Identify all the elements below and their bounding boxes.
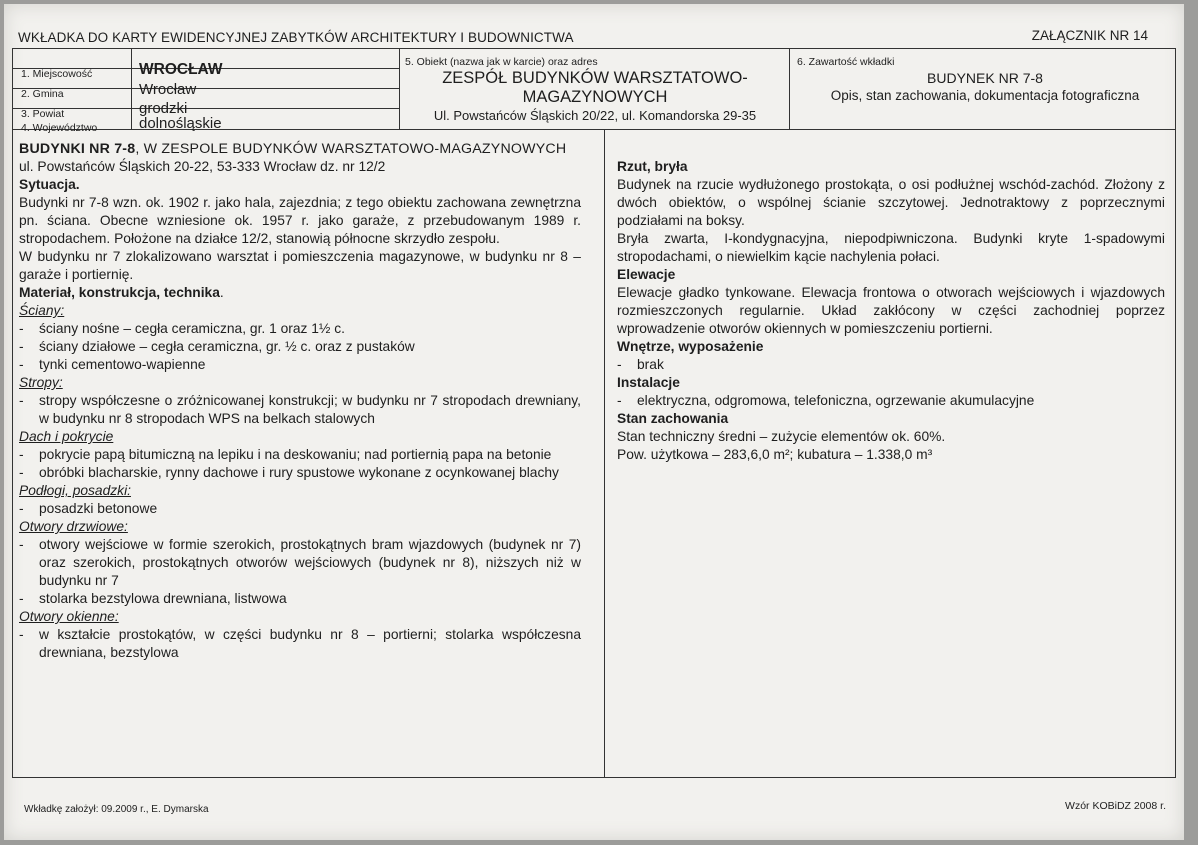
- building-title-rest: , W ZESPOLE BUDYNKÓW WARSZTATOWO-MAGAZYNOWYCH: [135, 141, 567, 157]
- building-address: ul. Powstańców Śląskich 20-22, 53-333 Wrocław dz. nr 12/2: [19, 159, 386, 174]
- floors-heading: Podłogi, posadzki:: [19, 483, 131, 498]
- object-address: Ul. Powstańców Śląskich 20/22, ul. Komandorska 29-35: [433, 108, 757, 123]
- list-item: - tynki cementowo-wapienne: [19, 356, 581, 374]
- state-paragraph-2: Pow. użytkowa – 283,6,0 m²; kubatura – 1.338,0 m³: [617, 447, 933, 462]
- walls-item-3: tynki cementowo-wapienne: [39, 357, 206, 372]
- list-item: - ściany nośne – cegła ceramiczna, gr. 1 oraz 1½ c.: [19, 320, 581, 338]
- location-row-line: [13, 88, 399, 89]
- floors-item-1: posadzki betonowe: [39, 501, 158, 516]
- left-column: [19, 140, 581, 662]
- elevations-heading: Elewacje: [617, 267, 676, 282]
- list-item: - w kształcie prostokątów, w części budynku nr 8 – portierni; stolarka współczesna drewniana, bezstylowa: [19, 627, 581, 660]
- windows-item-1: w kształcie prostokątów, w części budynku nr 8 – portierni; stolarka współczesna drewniana, bezstylowa: [39, 627, 581, 660]
- situation-paragraph-2: W budynku nr 7 zlokalizowano warsztat i pomieszczenia magazynowe, w budynku nr 8 – garaże i portiernię.: [19, 249, 581, 282]
- list-item: - ściany działowe – cegła ceramiczna, gr. ½ c. oraz z pustaków: [19, 338, 581, 356]
- location-value-county: grodzki: [139, 100, 188, 117]
- installations-item-1: elektryczna, odgromowa, telefoniczna, ogrzewanie akumulacyjne: [637, 393, 1035, 408]
- windows-heading: Otwory okienne:: [19, 609, 119, 624]
- footer-author: Wkładkę założył: 09.2009 r., E. Dymarska: [24, 804, 209, 815]
- elevations-paragraph: Elewacje gładko tynkowane. Elewacja frontowa o otworach wejściowych i wjazdowych rozmieszczonych regularnie. Układ zakłócony w części zachodniej poprzez wprowadzenie otworów okiennych w pomieszczeniu portierni.: [617, 285, 1165, 336]
- contents-title: BUDYNEK NR 7-8: [927, 70, 1043, 86]
- right-column: [617, 158, 1165, 464]
- material-heading-text: Materiał, konstrukcja, technika: [19, 285, 220, 300]
- list-item: - stropy współczesne o zróżnicowanej konstrukcji; w budynku nr 7 stropodach drewniany, w budynku nr 8 stropodach WPS na belkach stalowych: [19, 393, 581, 426]
- contents-cell: [790, 49, 1176, 129]
- roof-heading: Dach i pokrycie: [19, 429, 114, 444]
- interior-heading: Wnętrze, wyposażenie: [617, 339, 764, 354]
- doors-heading: Otwory drzwiowe:: [19, 519, 128, 534]
- column-divider: [604, 130, 605, 777]
- walls-heading: Ściany:: [19, 303, 65, 318]
- location-value-voivodeship: dolnośląskie: [139, 115, 222, 132]
- list-item: - stolarka bezstylowa drewniana, listwowa: [19, 590, 581, 608]
- material-heading: [19, 284, 581, 302]
- object-cell: [400, 49, 789, 129]
- location-value-municipality: Wrocław: [139, 81, 197, 98]
- installations-heading: Instalacje: [617, 375, 680, 390]
- location-label-town: 1. Miejscowość: [21, 68, 93, 80]
- state-heading: Stan zachowania: [617, 411, 729, 426]
- situation-paragraph-1: Budynki nr 7-8 wzn. ok. 1902 r. jako hala, zajezdnia; z tego obiektu zachowana zewnętrzna pn. ściana. Obecne wzniesione ok. 1957 r. jako garaże, z przebudowanym 1989 r. stropodachem. Położone na działce 12/2, stanowią północne skrzydło zespołu.: [19, 195, 581, 246]
- object-label: 5. Obiekt (nazwa jak w karcie) oraz adres: [405, 56, 598, 68]
- list-item: - obróbki blacharskie, rynny dachowe i rury spustowe wykonane z ocynkowanej blachy: [19, 464, 581, 482]
- list-item: - posadzki betonowe: [19, 500, 581, 518]
- doors-item-1: otwory wejściowe w formie szerokich, prostokątnych bram wjazdowych (budynek nr 7) oraz szerokich, prostokątnych otworów wejściowych (budynek nr 8), niższych niż w budynku nr 7: [39, 537, 581, 588]
- roof-item-2: obróbki blacharskie, rynny dachowe i rury spustowe wykonane z ocynkowanej blachy: [39, 465, 559, 480]
- ceilings-item-1: stropy współczesne o zróżnicowanej konstrukcji; w budynku nr 7 stropodach drewniany, w budynku nr 8 stropodach WPS na belkach stalowych: [39, 393, 581, 426]
- list-item: - elektryczna, odgromowa, telefoniczna, ogrzewanie akumulacyjne: [617, 392, 1165, 410]
- footer-template: Wzór KOBiDZ 2008 r.: [1065, 800, 1166, 812]
- location-label-county: 3. Powiat: [21, 108, 65, 120]
- location-row-line: [13, 108, 399, 109]
- state-paragraph-1: Stan techniczny średni – zużycie elementów ok. 60%.: [617, 429, 946, 444]
- contents-label: 6. Zawartość wkładki: [797, 56, 895, 68]
- record-sheet: [4, 4, 1184, 840]
- annex-number: ZAŁĄCZNIK NR 14: [1031, 28, 1148, 43]
- plan-paragraph-1: Budynek na rzucie wydłużonego prostokąta, o osi podłużnej wschód-zachód. Złożony z dwóch obiektów, o wspólnej ścianie szczytowej. Jednotraktowy z poprzecznymi podziałami na boksy.: [617, 177, 1165, 228]
- list-item: - otwory wejściowe w formie szerokich, prostokątnych bram wjazdowych (budynek nr 7) oraz szerokich, prostokątnych otworów wejściowych (budynek nr 8), niższych niż w budynku nr 7: [19, 537, 581, 588]
- form-title: WKŁADKA DO KARTY EWIDENCYJNEJ ZABYTKÓW ARCHITEKTURY I BUDOWNICTWA: [18, 30, 574, 45]
- content-table: [12, 130, 1176, 778]
- walls-item-1: ściany nośne – cegła ceramiczna, gr. 1 oraz 1½ c.: [39, 321, 345, 336]
- header-table: [12, 48, 1176, 134]
- location-col-line: [131, 49, 132, 129]
- interior-item-1: brak: [637, 357, 664, 372]
- walls-item-2: ściany działowe – cegła ceramiczna, gr. ½ c. oraz z pustaków: [39, 339, 415, 354]
- contents-subtitle: Opis, stan zachowania, dokumentacja fotograficzna: [830, 88, 1140, 103]
- location-cell: [13, 49, 399, 134]
- location-value-town: WROCŁAW: [139, 61, 223, 78]
- building-title: [19, 140, 581, 158]
- location-label-municipality: 2. Gmina: [21, 88, 64, 100]
- ceilings-heading: Stropy:: [19, 375, 63, 390]
- location-label-voivodeship: 4. Województwo: [21, 122, 98, 134]
- list-item: - brak: [617, 356, 1165, 374]
- plan-paragraph-2: Bryła zwarta, I-kondygnacyjna, niepodpiwniczona. Budynki kryte 1-spadowymi stropodachami, o niewielkim kącie nachylenia połaci.: [617, 231, 1165, 264]
- building-title-bold: BUDYNKI NR 7-8: [19, 141, 136, 157]
- object-title: ZESPÓŁ BUDYNKÓW WARSZTATOWO-MAGAZYNOWYCH: [442, 69, 748, 106]
- situation-heading: Sytuacja.: [19, 177, 80, 192]
- material-heading-dot: .: [219, 285, 224, 300]
- list-item: - pokrycie papą bitumiczną na lepiku i na deskowaniu; nad portiernią papa na betonie: [19, 446, 581, 464]
- plan-heading: Rzut, bryła: [617, 159, 688, 174]
- roof-item-1: pokrycie papą bitumiczną na lepiku i na deskowaniu; nad portiernią papa na betonie: [39, 447, 552, 462]
- doors-item-2: stolarka bezstylowa drewniana, listwowa: [39, 591, 287, 606]
